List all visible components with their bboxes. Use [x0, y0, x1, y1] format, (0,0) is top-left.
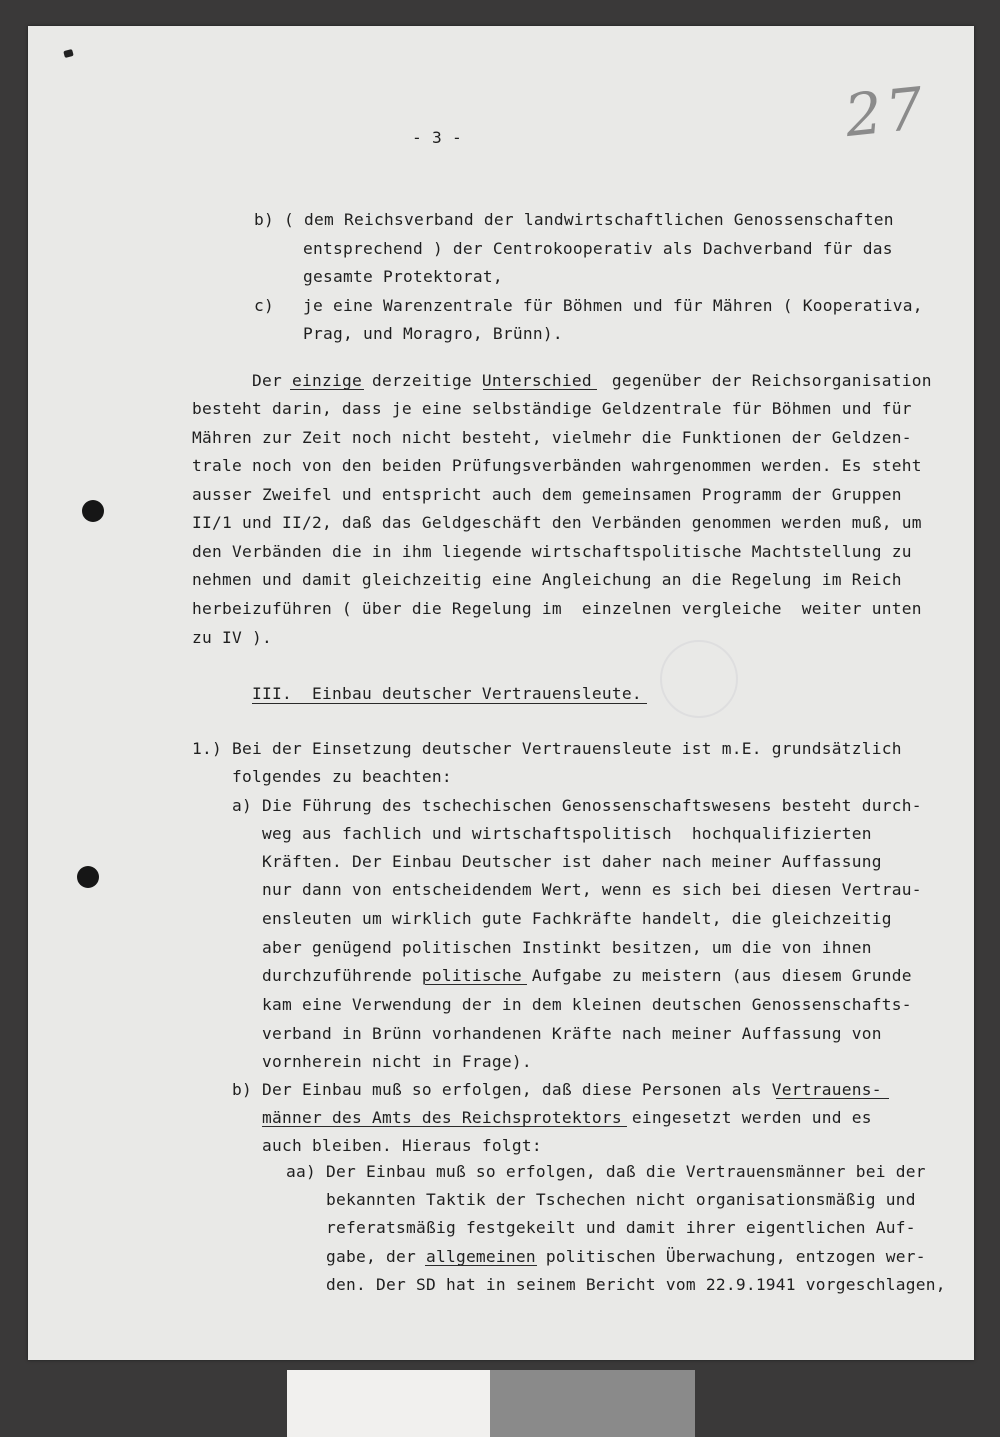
list-marker-b: b) [254, 210, 274, 229]
list-b-line-3: gesamte Protektorat, [303, 267, 503, 286]
page-number: - 3 - [412, 128, 462, 147]
item-a-line-2: weg aus fachlich und wirtschaftspolitisch hochqualifizierten [262, 824, 872, 843]
underline-vertrauens [776, 1098, 889, 1099]
item-a-line-5: ensleuten um wirklich gute Fachkräfte handelt, die gleichzeitig [262, 909, 892, 928]
item-b-marker: b) [232, 1080, 252, 1099]
list-c-line-1: je eine Warenzentrale für Böhmen und für Mähren ( Kooperativa, [303, 296, 923, 315]
section-heading: III. Einbau deutscher Vertrauensleute. [252, 684, 642, 703]
paragraph-line-5: ausser Zweifel und entspricht auch dem gemeinsamen Programm der Gruppen [192, 485, 902, 504]
item-a-line-4: nur dann von entscheidendem Wert, wenn es sich bei diesen Vertrau- [262, 880, 922, 899]
item-a-line-6: aber genügend politischen Instinkt besitzen, um die von ihnen [262, 938, 872, 957]
item-b-line-1: Der Einbau muß so erfolgen, daß diese Personen als Vertrauens- [262, 1080, 882, 1099]
item-aa-marker: aa) [286, 1162, 316, 1181]
item-1-marker: 1.) [192, 739, 222, 758]
item-a-line-1: Die Führung des tschechischen Genossenschaftswesens besteht durch- [262, 796, 922, 815]
item-b-line-2: männer des Amts des Reichsprotektors eingesetzt werden und es [262, 1108, 872, 1127]
paragraph-line-8: nehmen und damit gleichzeitig eine Angleichung an die Regelung im Reich [192, 570, 902, 589]
underline-unterschied [483, 389, 597, 390]
paragraph-line-7: den Verbänden die in ihm liegende wirtschaftspolitische Machtstellung zu [192, 542, 912, 561]
paragraph-line-6: II/1 und II/2, daß das Geldgeschäft den Verbänden genommen werden muß, um [192, 513, 922, 532]
item-a-line-10: vornherein nicht in Frage). [262, 1052, 532, 1071]
calibration-gray-strip [490, 1370, 695, 1437]
section-heading-underline [252, 703, 647, 704]
item-1-line-1: Bei der Einsetzung deutscher Vertrauensleute ist m.E. grundsätzlich [232, 739, 902, 758]
item-aa-line-3: referatsmäßig festgekeilt und damit ihrer eigentlichen Auf- [326, 1218, 916, 1237]
underline-allgemeinen [425, 1265, 537, 1266]
item-b-line-3: auch bleiben. Hieraus folgt: [262, 1136, 542, 1155]
list-b-line-1: ( dem Reichsverband der landwirtschaftlichen Genossenschaften [284, 210, 894, 229]
paragraph-line-3: Mähren zur Zeit noch nicht besteht, vielmehr die Funktionen der Geldzen- [192, 428, 912, 447]
faint-stamp [660, 640, 738, 718]
item-aa-line-2: bekannten Taktik der Tschechen nicht organisationsmäßig und [326, 1190, 916, 1209]
paragraph-line-10: zu IV ). [192, 628, 272, 647]
paragraph-line-9: herbeizuführen ( über die Regelung im einzelnen vergleiche weiter unten [192, 599, 922, 618]
item-aa-line-4: gabe, der allgemeinen politischen Überwachung, entzogen wer- [326, 1247, 926, 1266]
list-c-line-2: Prag, und Moragro, Brünn). [303, 324, 563, 343]
punch-hole-top [82, 500, 104, 522]
paragraph-line-1: Der einzige derzeitige Unterschied gegenüber der Reichsorganisation [252, 371, 932, 390]
item-a-line-8: kam eine Verwendung der in dem kleinen deutschen Genossenschafts- [262, 995, 912, 1014]
calibration-white-strip [287, 1370, 490, 1437]
list-b-line-2: entsprechend ) der Centrokooperativ als Dachverband für das [303, 239, 893, 258]
item-a-line-9: verband in Brünn vorhandenen Kräfte nach meiner Auffassung von [262, 1024, 882, 1043]
item-a-line-7: durchzuführende politische Aufgabe zu meistern (aus diesem Grunde [262, 966, 912, 985]
underline-politische [425, 984, 527, 985]
list-marker-c: c) [254, 296, 274, 315]
underline-maenner-reichsprotektors [262, 1126, 627, 1127]
handwritten-page-number: 27 [841, 73, 931, 151]
paragraph-line-2: besteht darin, dass je eine selbständige Geldzentrale für Böhmen und für [192, 399, 912, 418]
item-a-marker: a) [232, 796, 252, 815]
item-aa-line-1: Der Einbau muß so erfolgen, daß die Vertrauensmänner bei der [326, 1162, 926, 1181]
punch-hole-bottom [77, 866, 99, 888]
item-aa-line-5: den. Der SD hat in seinem Bericht vom 22.9.1941 vorgeschlagen, [326, 1275, 946, 1294]
underline-einzige [290, 389, 364, 390]
item-a-line-3: Kräften. Der Einbau Deutscher ist daher nach meiner Auffassung [262, 852, 882, 871]
item-1-line-2: folgendes zu beachten: [232, 767, 452, 786]
paragraph-line-4: trale noch von den beiden Prüfungsverbänden wahrgenommen werden. Es steht [192, 456, 922, 475]
